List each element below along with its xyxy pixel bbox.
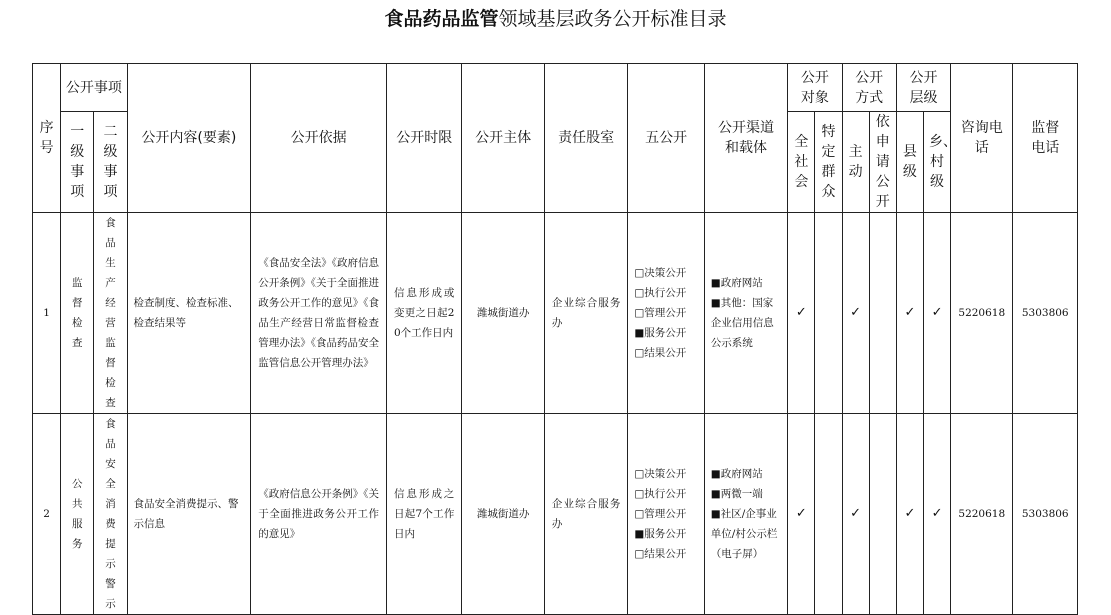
five-item: ■服务公开 [634, 327, 687, 339]
check-town: ✓ [923, 213, 950, 414]
header-consult-phone: 咨询电话 [951, 64, 1013, 213]
five-item: ■服务公开 [634, 528, 687, 540]
row-five-public [628, 213, 704, 414]
table-row [33, 213, 1078, 414]
header-target-all: 全社会 [788, 112, 815, 213]
row-content: 检查制度、检查标准、检查结果等 [127, 213, 251, 414]
check-active: ✓ [842, 213, 869, 414]
row-consult-phone: 5220618 [951, 213, 1013, 414]
check-county: ✓ [896, 414, 923, 615]
row-level2: 食品生产经营监督检查 [94, 213, 127, 414]
channel-item: ■政府网站 [710, 277, 763, 289]
channel-item: ■两微一端 [710, 488, 763, 500]
five-item: □管理公开 [634, 508, 687, 520]
row-channel [704, 414, 787, 615]
header-channel: 公开渠道和载体 [704, 64, 787, 213]
row-content: 食品安全消费提示、警示信息 [127, 414, 251, 615]
header-content: 公开内容(要素) [127, 64, 251, 213]
check-county: ✓ [896, 213, 923, 414]
header-public-matters: 公开事项 [61, 64, 127, 112]
row-seq: 1 [33, 213, 61, 414]
header-target-specific: 特定群众 [815, 112, 842, 213]
five-item: □结果公开 [634, 548, 687, 560]
channel-item: ■政府网站 [710, 468, 763, 480]
header-seq: 序号 [33, 64, 61, 213]
five-item: □管理公开 [634, 307, 687, 319]
check-active: ✓ [842, 414, 869, 615]
five-item: □执行公开 [634, 488, 687, 500]
header-basis: 公开依据 [251, 64, 387, 213]
row-supervise-phone: 5303806 [1013, 213, 1078, 414]
header-method: 公开方式 [842, 64, 896, 112]
header-level1: 一级事项 [61, 112, 94, 213]
check-apply [869, 414, 896, 615]
row-time-limit: 信息形成或变更之日起20个工作日内 [387, 213, 462, 414]
row-channel [704, 213, 787, 414]
five-item: □决策公开 [634, 468, 687, 480]
header-level: 公开层级 [896, 64, 950, 112]
table-row [33, 414, 1078, 615]
header-office: 责任股室 [544, 64, 627, 213]
row-time-limit: 信息形成之日起7个工作日内 [387, 414, 462, 615]
check-specific [815, 414, 842, 615]
title-bold: 食品药品监管 [384, 8, 499, 30]
five-item: □结果公开 [634, 347, 687, 359]
row-basis: 《政府信息公开条例》《关于全面推进政务公开工作的意见》 [251, 414, 387, 615]
row-level2: 食品安全消费提示警示 [94, 414, 127, 615]
header-five-public: 五公开 [628, 64, 704, 213]
header-method-active: 主动 [842, 112, 869, 213]
row-office: 企业综合服务办 [544, 414, 627, 615]
header-level2: 二级事项 [94, 112, 127, 213]
row-office: 企业综合服务办 [544, 213, 627, 414]
title-normal: 领域基层政务公开标准目录 [498, 8, 727, 30]
row-level1: 公共服务 [61, 414, 94, 615]
five-item: □执行公开 [634, 287, 687, 299]
row-five-public [628, 414, 704, 615]
row-subject: 潍城街道办 [462, 213, 544, 414]
header-level-town: 乡、村级 [923, 112, 950, 213]
row-subject: 潍城街道办 [462, 414, 544, 615]
row-basis: 《食品安全法》《政府信息公开条例》《关于全面推进政务公开工作的意见》《食品生产经营日常监督检查管理办法》《食品药品安全监管信息公开管理办法》 [251, 213, 387, 414]
channel-item: ■社区/企事业单位/村公示栏（电子屏） [710, 508, 778, 560]
header-subject: 公开主体 [462, 64, 544, 213]
row-level1: 监督检查 [61, 213, 94, 414]
header-target: 公开对象 [788, 64, 842, 112]
check-specific [815, 213, 842, 414]
five-item: □决策公开 [634, 267, 687, 279]
header-supervise-phone: 监督电话 [1013, 64, 1078, 213]
header-time-limit: 公开时限 [387, 64, 462, 213]
header-level-county: 县级 [896, 112, 923, 213]
check-apply [869, 213, 896, 414]
check-town: ✓ [923, 414, 950, 615]
row-seq: 2 [33, 414, 61, 615]
header-method-apply: 依申请公开 [869, 112, 896, 213]
check-all: ✓ [788, 213, 815, 414]
row-supervise-phone: 5303806 [1013, 414, 1078, 615]
check-all: ✓ [788, 414, 815, 615]
row-consult-phone: 5220618 [951, 414, 1013, 615]
page-title [0, 6, 1111, 32]
catalog-table [32, 63, 1078, 615]
channel-item: ■其他：国家企业信用信息公示系统 [710, 297, 774, 349]
